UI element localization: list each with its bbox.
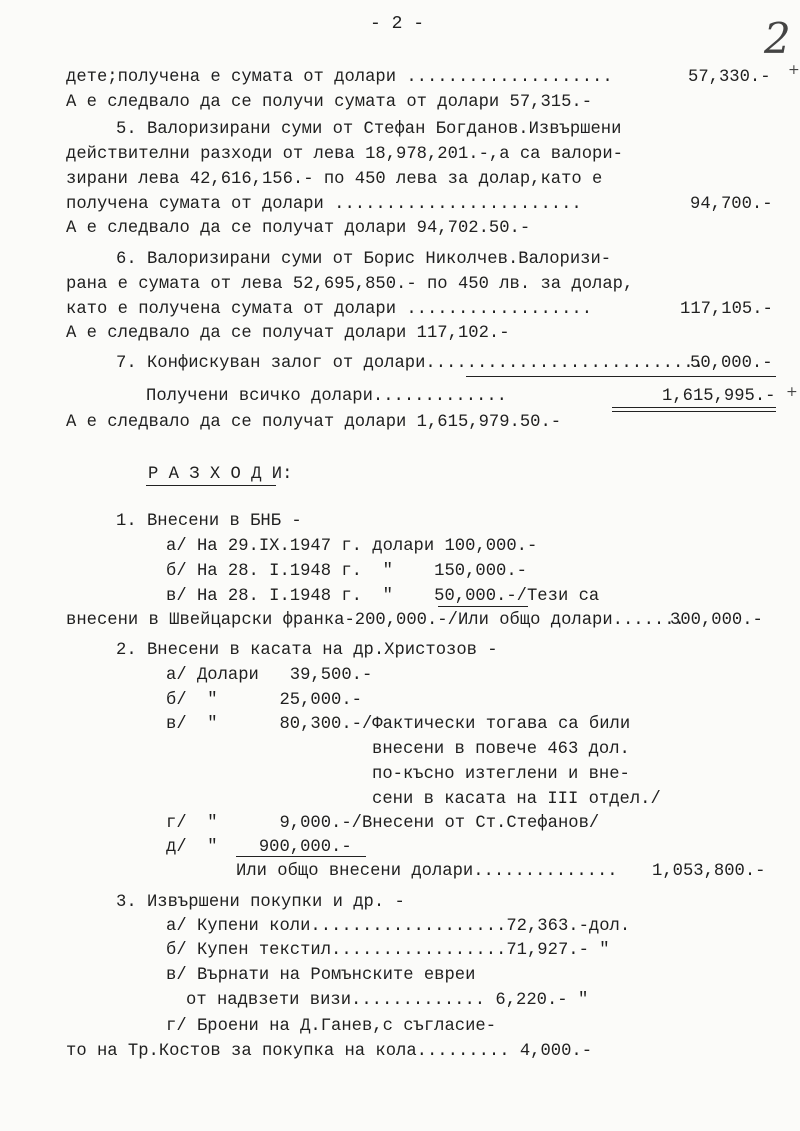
income-amount: 117,105.- — [680, 300, 773, 319]
expense-subitem: а/ Долари 39,500.- — [166, 666, 373, 685]
handwritten-plus-mark: + — [786, 384, 798, 400]
page-number: - 2 - — [370, 14, 425, 34]
income-item-6: 6. Валоризирани суми от Борис Николчев.Валоризи- — [116, 250, 612, 269]
double-underline — [612, 407, 776, 408]
heading-underline — [146, 485, 276, 486]
expense-subitem: б/ " 25,000.- — [166, 691, 362, 710]
expense-total-label: Или общо внесени долари.............. — [236, 862, 628, 881]
expense-line: от надвзети визи............. 6,220.- " — [186, 991, 589, 1010]
income-line: зирани лева 42,616,156.- по 450 лева за долар,като е — [66, 170, 603, 189]
income-line: А е следвало да се получат долари 1,615,979.50.- — [66, 413, 562, 432]
income-line: получена сумата от долари ........................ — [66, 195, 593, 214]
expense-line: внесени в Швейцарски франка-200,000.-/Или общо долари....... — [66, 611, 696, 630]
expense-line: внесени в повече 463 дол. — [372, 740, 630, 759]
underline — [438, 606, 528, 607]
handwritten-plus-mark: + — [788, 62, 800, 78]
income-line: А е следвало да се получи сумата от долари 57,315.- — [66, 93, 593, 112]
income-line: като е получена сумата от долари .................. — [66, 300, 603, 319]
expense-subitem: г/ Броени на Д.Ганев,с съгласие- — [166, 1017, 497, 1036]
income-line: рана е сумата от лева 52,695,850.- по 450 лв. за долар, — [66, 275, 634, 294]
income-total-label: Получени всичко долари............. — [146, 387, 507, 406]
expense-item-1: 1. Внесени в БНБ - — [116, 512, 302, 531]
expense-amount: 300,000.- — [670, 611, 763, 630]
expense-subitem: в/ На 28. I.1948 г. " 50,000.-/Тези са — [166, 587, 600, 606]
underline — [466, 376, 776, 377]
expense-subitem: б/ Купен текстил.................71,927.- " — [166, 941, 610, 960]
handwritten-page-number: 2 — [764, 14, 791, 63]
income-line: А е следвало да се получат долари 117,102.- — [66, 324, 510, 343]
expense-subitem: г/ " 9,000.-/Внесени от Ст.Стефанов/ — [166, 814, 600, 833]
income-total-amount: 1,615,995.- — [662, 387, 776, 406]
expense-line: по-късно изтеглени и вне- — [372, 765, 630, 784]
expense-line: то на Тр.Костов за покупка на кола......... 4,000.- — [66, 1042, 593, 1061]
expense-item-3: 3. Извършени покупки и др. - — [116, 893, 405, 912]
income-item-7: 7. Конфискуван залог от долари........................... — [116, 354, 704, 373]
double-underline — [612, 411, 776, 412]
income-line: действителни разходи от лева 18,978,201.-,а са валори- — [66, 145, 623, 164]
expense-subitem: д/ " 900,000.- — [166, 838, 352, 857]
expense-subitem: а/ На 29.IX.1947 г. долари 100,000.- — [166, 537, 538, 556]
expense-amount: 1,053,800.- — [652, 862, 766, 881]
underline — [236, 856, 366, 857]
expense-item-2: 2. Внесени в касата на др.Христозов - — [116, 641, 498, 660]
income-amount: 50,000.- — [690, 354, 773, 373]
income-line: А е следвало да се получат долари 94,702.50.- — [66, 219, 531, 238]
income-line: дете;получена е сумата от долари .................... — [66, 68, 623, 87]
expense-subitem: в/ " 80,300.-/Фактически тогава са били — [166, 715, 631, 734]
expense-subitem: б/ На 28. I.1948 г. " 150,000.- — [166, 562, 527, 581]
expense-subitem: в/ Върнати на Ромънските евреи — [166, 966, 476, 985]
expense-line: сени в касата на III отдел./ — [372, 790, 661, 809]
expense-subitem: а/ Купени коли...................72,363.-дол. — [166, 917, 631, 936]
income-amount: 57,330.- — [688, 68, 771, 87]
income-amount: 94,700.- — [690, 195, 773, 214]
income-item-5: 5. Валоризирани суми от Стефан Богданов.Извършени — [116, 120, 622, 139]
section-heading: Р А З Х О Д И: — [148, 465, 293, 484]
